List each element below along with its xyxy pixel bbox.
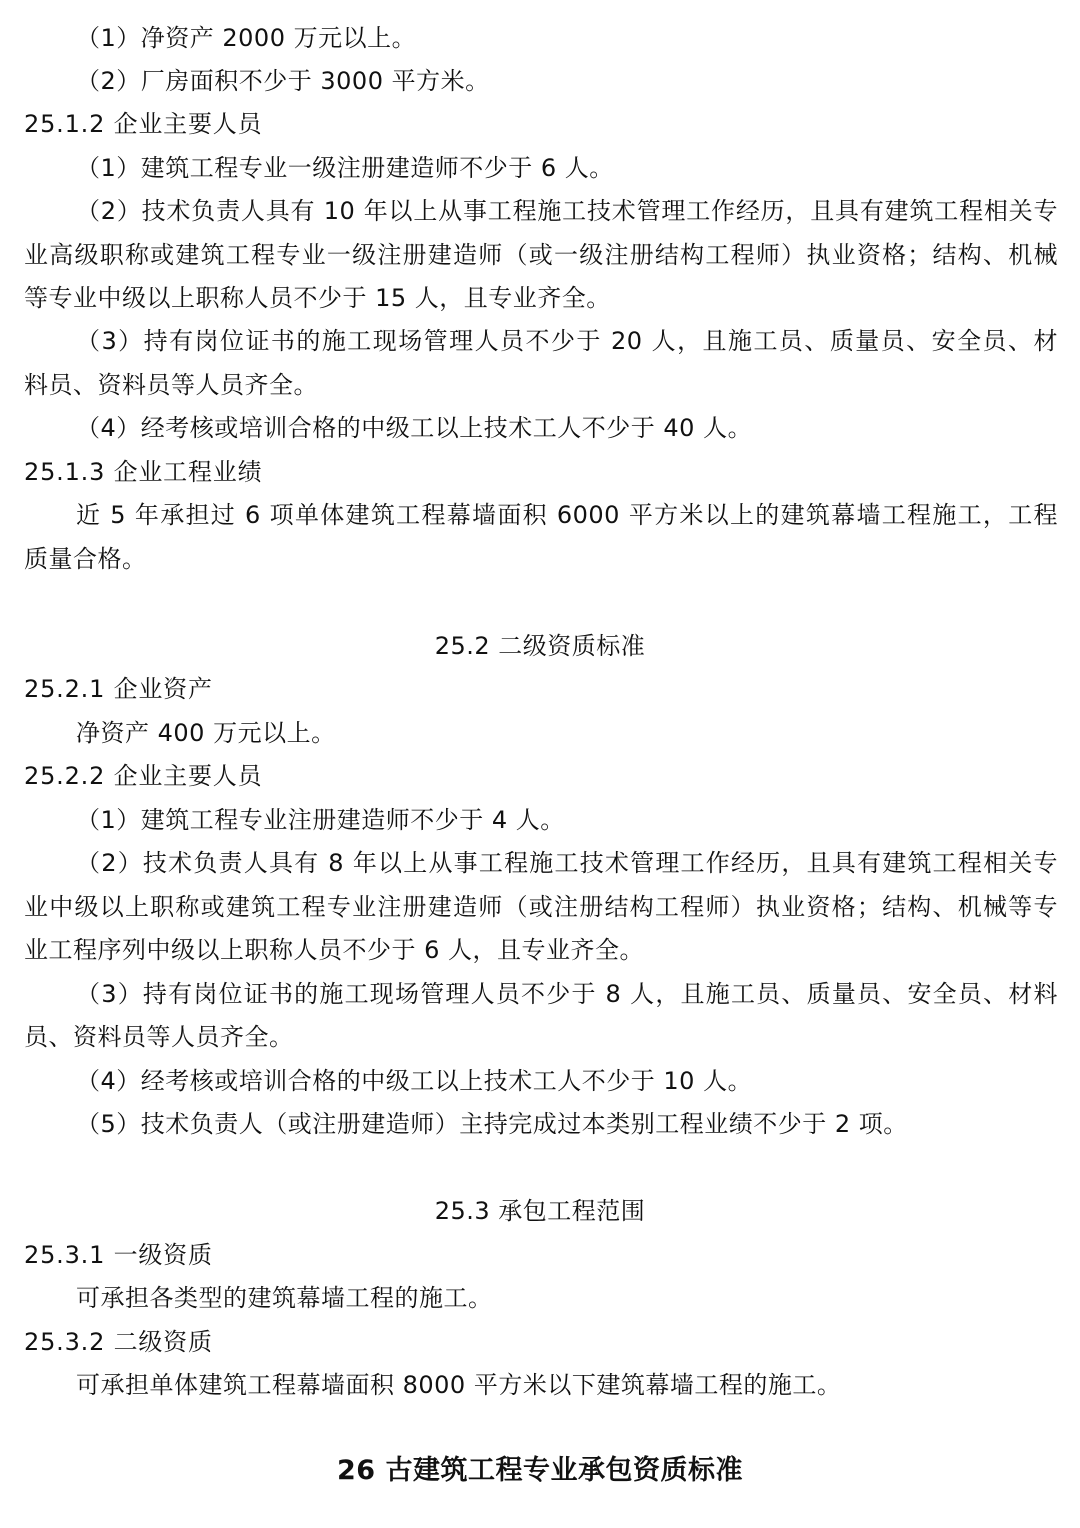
paragraph-line: （4）经考核或培训合格的中级工以上技术工人不少于 40 人。	[76, 414, 753, 442]
paragraph-line: 质量合格。	[24, 545, 147, 573]
paragraph-line: 等专业中级以上职称人员不少于 15 人，且专业齐全。	[24, 284, 611, 312]
paragraph-line: （1）净资产 2000 万元以上。	[76, 24, 417, 52]
section-title: 25.2 二级资质标准	[434, 632, 646, 660]
paragraph-line: 料员、资料员等人员齐全。	[24, 371, 318, 399]
paragraph-line: （1）建筑工程专业注册建造师不少于 4 人。	[76, 806, 565, 834]
subsection-heading: 25.3.2 二级资质	[24, 1328, 213, 1356]
paragraph-line: 净资产 400 万元以上。	[76, 719, 336, 747]
subsection-heading: 25.1.3 企业工程业绩	[24, 458, 263, 486]
paragraph-line: （3）持有岗位证书的施工现场管理人员不少于 20 人，且施工员、质量员、安全员、材	[76, 327, 1058, 355]
paragraph-line: 员、资料员等人员齐全。	[24, 1023, 294, 1051]
paragraph-line: （3）持有岗位证书的施工现场管理人员不少于 8 人，且施工员、质量员、安全员、材料	[76, 980, 1058, 1008]
subsection-heading: 25.3.1 一级资质	[24, 1241, 213, 1269]
paragraph-line: （2）技术负责人具有 10 年以上从事工程施工技术管理工作经历，且具有建筑工程相关专	[76, 197, 1058, 225]
paragraph-line: 业工程序列中级以上职称人员不少于 6 人，且专业齐全。	[24, 936, 645, 964]
subsection-heading: 25.1.2 企业主要人员	[24, 110, 263, 138]
paragraph-line: 业中级以上职称或建筑工程专业注册建造师（或注册结构工程师）执业资格；结构、机械等专	[24, 893, 1058, 921]
paragraph-line: 可承担各类型的建筑幕墙工程的施工。	[76, 1284, 493, 1312]
paragraph-line: 可承担单体建筑工程幕墙面积 8000 平方米以下建筑幕墙工程的施工。	[76, 1371, 842, 1399]
paragraph-line: 业高级职称或建筑工程专业一级注册建造师（或一级注册结构工程师）执业资格；结构、机械	[24, 241, 1058, 269]
subsection-heading: 25.2.2 企业主要人员	[24, 762, 263, 790]
paragraph-line: 近 5 年承担过 6 项单体建筑工程幕墙面积 6000 平方米以上的建筑幕墙工程施工，工程	[76, 501, 1058, 529]
section-title: 25.3 承包工程范围	[434, 1197, 646, 1225]
paragraph-line: （5）技术负责人（或注册建造师）主持完成过本类别工程业绩不少于 2 项。	[76, 1110, 908, 1138]
paragraph-line: （4）经考核或培训合格的中级工以上技术工人不少于 10 人。	[76, 1067, 753, 1095]
paragraph-line: （1）建筑工程专业一级注册建造师不少于 6 人。	[76, 154, 614, 182]
subsection-heading: 25.2.1 企业资产	[24, 675, 213, 703]
chapter-title: 26 古建筑工程专业承包资质标准	[337, 1455, 743, 1486]
paragraph-line: （2）技术负责人具有 8 年以上从事工程施工技术管理工作经历，且具有建筑工程相关专	[76, 849, 1058, 877]
paragraph-line: （2）厂房面积不少于 3000 平方米。	[76, 67, 490, 95]
